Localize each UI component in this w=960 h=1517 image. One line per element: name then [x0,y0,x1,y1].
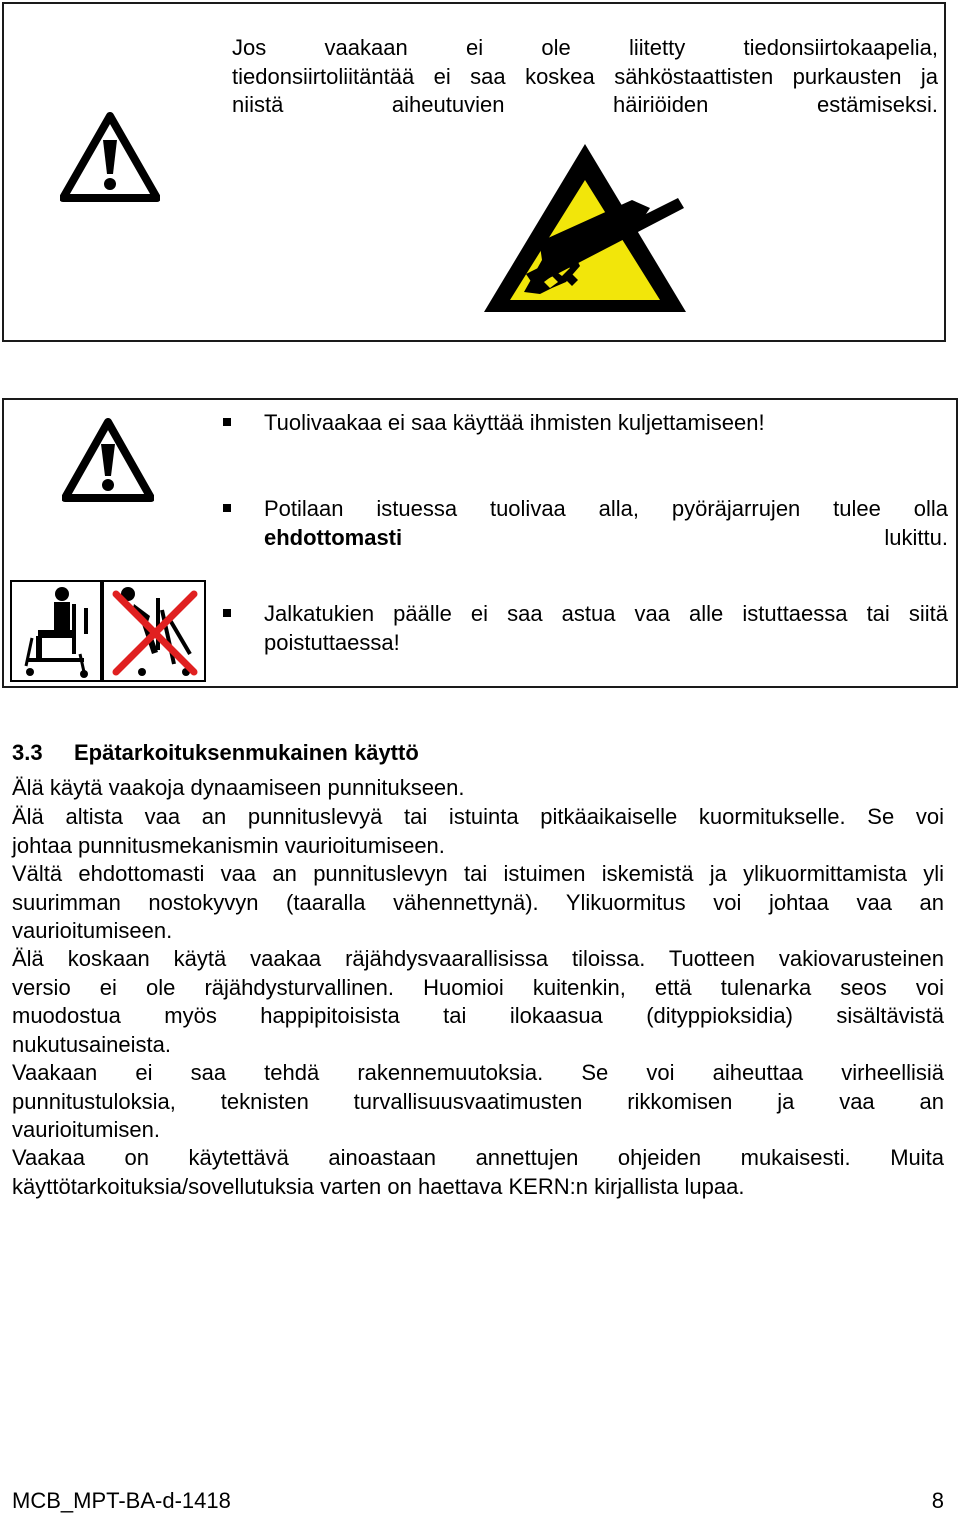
section-number: 3.3 [12,740,43,765]
bullet-2-emphasis: ehdottomasti [264,524,403,550]
bullet-1-text [264,409,954,438]
paragraph-2 [12,803,944,860]
esd-warning-text [232,34,938,120]
paragraph-line: Älä koskaan käytä vaakaa räjähdysvaarallisissa tiloissa. Tuotteen vakiovarusteinen [12,946,944,971]
paragraph-line: vaurioitumisen. [12,1117,160,1142]
esd-hand-icon [482,142,688,314]
bullet-3-line-1: Jalkatukien päälle ei saa astua vaa alle istuttaessa tai siitä [264,601,948,626]
esd-line-2: tiedonsiirtoliitäntää ei saa koskea sähköstaattisten purkausten ja [232,63,938,89]
bullet-2-line-2 [264,524,948,553]
bullet-marker [223,609,231,617]
bullet-2-text [264,495,948,552]
bullet-marker [223,418,231,426]
paragraph-line: Vältä ehdottomasti vaa an punnituslevyn tai istuimen iskemistä ja ylikuormittamista yli [12,861,944,886]
no-standing-on-footrest-icon [102,580,206,682]
paragraph-5 [12,1059,944,1145]
warning-triangle-icon [62,418,154,502]
bullet-1-line: Tuolivaakaa ei saa käyttää ihmisten kuljettamiseen! [264,410,765,435]
bullet-2-rest: lukittu. [402,524,948,550]
paragraph-1 [12,774,944,803]
document-id: MCB_MPT-BA-d-1418 [12,1488,231,1513]
page-number: 8 [931,1488,944,1513]
section-title: Epätarkoituksenmukainen käyttö [74,740,419,765]
bullet-3-line-2: poistuttaessa! [264,629,400,655]
warning-triangle-icon [60,112,160,202]
paragraph-line: johtaa punnitusmekanismin vaurioitumiseen. [12,832,445,858]
paragraph-3 [12,860,944,946]
paragraph-6 [12,1144,944,1201]
person-seated-icon [10,580,102,682]
bullet-3-text [264,600,948,657]
paragraph-line: punnitustuloksia, teknisten turvallisuusvaatimusten rikkomisen ja vaa an [12,1088,944,1114]
paragraph-line: Älä altista vaa an punnituslevyä tai istuinta pitkäaikaiselle kuormitukselle. Se voi [12,804,944,829]
bullet-2-line-1: Potilaan istuessa tuolivaa alla, pyöräjarrujen tulee olla [264,496,948,521]
paragraph-line: vaurioitumiseen. [12,918,173,943]
paragraph-line: Vaakaan ei saa tehdä rakennemuutoksia. Se voi aiheuttaa virheellisiä [12,1060,944,1085]
paragraph-4 [12,945,944,1059]
paragraph-line: suurimman nostokyvyn (taaralla vähennettynä). Ylikuormitus voi johtaa vaa an [12,889,944,915]
esd-line-1: Jos vaakaan ei ole liitetty tiedonsiirtokaapelia, [232,35,938,60]
paragraph-line: nukutusaineista. [12,1031,171,1057]
paragraph-line: Älä käytä vaakoja dynaamiseen punnitukseen. [12,775,465,800]
bullet-marker [223,504,231,512]
paragraph-line: muodostua myös happipitoisista tai ilokaasua (dityppioksidia) sisältävistä [12,1003,944,1028]
esd-line-3: niistä aiheutuvien häiriöiden estämiseksi. [232,92,938,117]
paragraph-line: käyttötarkoituksia/sovellutuksia varten on haettava KERN:n kirjallista lupaa. [12,1173,745,1199]
paragraph-line: Vaakaa on käytettävä ainoastaan annettujen ohjeiden mukaisesti. Muita [12,1145,944,1170]
section-heading [12,739,419,767]
paragraph-line: versio ei ole räjähdysturvallinen. Huomioi kuitenkin, että tulenarka seos voi [12,974,944,1000]
